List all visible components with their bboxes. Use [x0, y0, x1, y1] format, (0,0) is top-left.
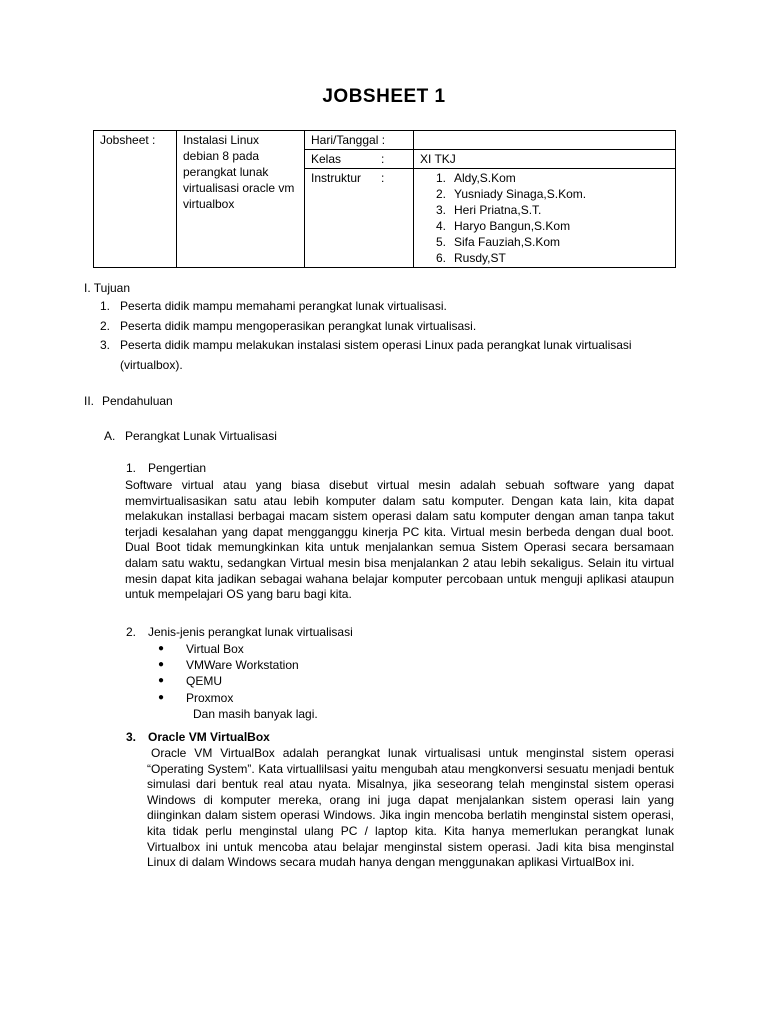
hari-label-cell: Hari/Tanggal :: [305, 131, 414, 150]
list-item: ● Proxmox: [158, 690, 234, 705]
tujuan-heading: I. Tujuan: [84, 281, 131, 295]
page-title: JOBSHEET 1: [322, 86, 446, 107]
jobsheet-label-cell: Jobsheet :: [94, 131, 177, 268]
instruktur-list: [420, 170, 669, 266]
jenis-list: [158, 641, 299, 706]
instruktur-item: 4. Haryo Bangun,S.Kom: [435, 219, 571, 233]
jobsheet-value-cell: Instalasi Linux debian 8 pada perangkat lunak virtualisasi oracle vm virtualbox: [177, 131, 305, 268]
section-a-heading: A. Perangkat Lunak Virtualisasi: [104, 429, 277, 443]
hari-value-cell: [414, 131, 676, 150]
instruktur-list-cell: [414, 169, 676, 268]
list-item: ● VMWare Workstation: [158, 658, 299, 673]
list-item: 2. Peserta didik mampu mengoperasikan perangkat lunak virtualisasi.: [100, 318, 477, 333]
instruktur-label-cell: Instruktur :: [305, 169, 414, 268]
jenis-note: Dan masih banyak lagi.: [193, 707, 318, 721]
instruktur-item: 6. Rusdy,ST: [435, 251, 506, 265]
instruktur-item: 5. Sifa Fauziah,S.Kom: [435, 235, 561, 249]
instruktur-item: 2. Yusniady Sinaga,S.Kom.: [435, 187, 587, 201]
pengertian-paragraph: Software virtual atau yang biasa disebut virtual mesin adalah sebuah software yang dapat memvirtualisasikan satu atau lebih komputer dalam satu komputer. Dengan kata lain, kita dapat melakukan installasi berbagai macam sistem operasi dalam satu komputer dengan aman tanpa takut terjadi kesalahan yang dapat mengganggu kinerja PC kita. Virtual mesin berbeda dengan dual boot. Dual Boot tidak memungkinkan kita untuk menjalankan semua Sistem Operasi secara bersamaan dalam satu waktu, sedangkan Virtual mesin bisa menjalankan 2 atau lebih sekaligus. Selain itu virtual mesin dapat kita jadikan sebagai wahana belajar komputer percobaan untuk menguji aplikasi ataupun untuk mempelajari OS yang baru bagi kita.: [125, 478, 674, 602]
list-item: 1. Peserta didik mampu memahami perangkat lunak virtualisasi.: [100, 299, 447, 313]
pengertian-heading: 1. Pengertian: [126, 461, 207, 475]
oracle-paragraph: Oracle VM VirtualBox adalah perangkat lunak virtualisasi untuk menginstal sistem operasi “Operating System”. Kata virtuallilsasi yaitu mengubah atau mengkonversi sesuatu menjadi bentuk simulasi dari bentuk real atau nyata. Misalnya, jika seseorang telah menginstal sistem operasi Windows di komputer mereka, orang ini juga dapat menjalankan sistem operasi lain yang diinginkan dalam sistem operasi Windows. Jika ingin mencoba berlatih menginstal sistem operasi, kita tidak perlu menginstal ulang PC / laptop kita. Kita hanya memerlukan perangkat lunak Virtualbox ini untuk mencoba atau belajar menginstal sistem operasi. Jadi kita bisa menginstal Linux di dalam Windows secara mudah hanya dengan menggunakan aplikasi VirtualBox ini.: [147, 746, 674, 870]
kelas-value-cell: XI TKJ: [414, 150, 676, 169]
list-item: 3. Peserta didik mampu melakukan instalasi sistem operasi Linux pada perangkat lunak virtualisasi (virtualbox).: [100, 338, 632, 372]
oracle-heading: 3. Oracle VM VirtualBox: [126, 730, 270, 744]
tujuan-list: [100, 297, 690, 375]
list-item: ● Virtual Box: [158, 642, 244, 656]
instruktur-item: 3. Heri Priatna,S.T.: [435, 203, 542, 217]
kelas-label-cell: Kelas :: [305, 150, 414, 169]
jenis-heading: 2. Jenis-jenis perangkat lunak virtualisasi: [126, 625, 353, 639]
list-item: ● QEMU: [158, 674, 222, 689]
jobsheet-info-table: [93, 130, 676, 268]
instruktur-item: 1. Aldy,S.Kom: [435, 171, 516, 185]
pendahuluan-heading: II. Pendahuluan: [84, 394, 173, 408]
